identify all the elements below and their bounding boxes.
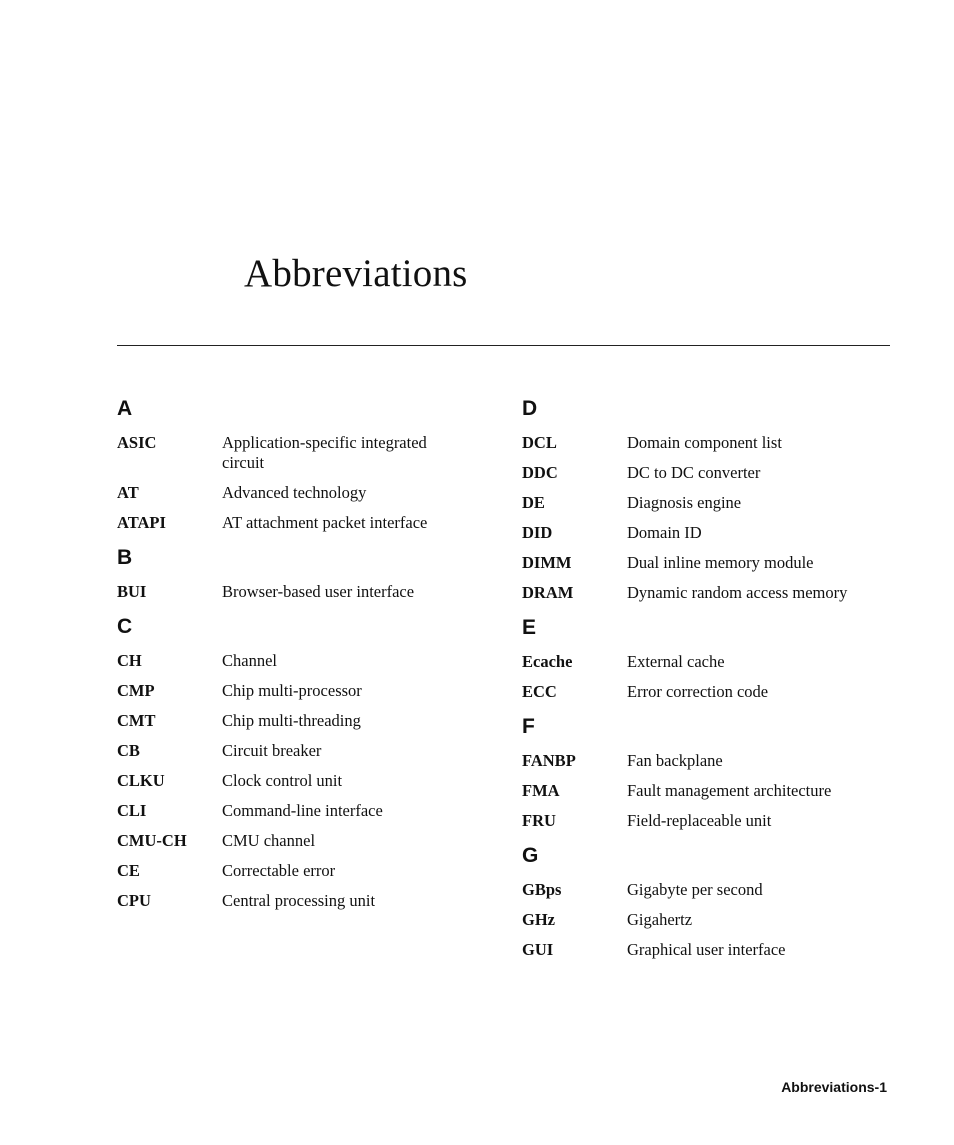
right-column: [522, 397, 882, 973]
abbreviation-definition: Domain component list: [627, 433, 782, 452]
abbreviation-term: FANBP: [522, 751, 576, 770]
section-g: [522, 844, 882, 960]
abbreviation-entry: [117, 582, 477, 602]
abbreviation-term: Ecache: [522, 652, 573, 671]
abbreviation-definition: Chip multi-threading: [222, 711, 361, 730]
abbreviation-term: BUI: [117, 582, 147, 601]
abbreviation-definition: Gigahertz: [627, 910, 693, 929]
abbreviation-definition: Fault management architecture: [627, 781, 832, 800]
abbreviation-entry: [522, 880, 882, 900]
abbreviation-definition: DC to DC converter: [627, 463, 761, 482]
abbreviation-entry: [117, 861, 477, 881]
abbreviation-entry: [117, 483, 477, 503]
section-letter: E: [522, 616, 537, 639]
abbreviation-term: DCL: [522, 433, 557, 452]
abbreviation-entry: [522, 940, 882, 960]
abbreviation-definition: Central processing unit: [222, 891, 376, 910]
section-letter: D: [522, 397, 538, 420]
abbreviation-term: GHz: [522, 910, 555, 929]
abbreviation-definition: Gigabyte per second: [627, 880, 763, 899]
abbreviation-entry: [522, 463, 882, 483]
abbreviation-entry: [117, 681, 477, 701]
abbreviation-entry: [522, 811, 882, 831]
abbreviation-entry: [117, 513, 477, 533]
section-letter: F: [522, 715, 535, 738]
abbreviation-entry: [522, 781, 882, 801]
abbreviation-term: ECC: [522, 682, 557, 701]
abbreviation-entry: [117, 891, 477, 911]
abbreviation-entry: [117, 433, 477, 473]
page-title: Abbreviations: [244, 252, 468, 295]
abbreviation-definition: Chip multi-processor: [222, 681, 362, 700]
abbreviation-term: DDC: [522, 463, 558, 482]
abbreviation-entry: [522, 682, 882, 702]
abbreviation-term: CE: [117, 861, 140, 880]
abbreviation-term: CMU-CH: [117, 831, 187, 850]
abbreviation-definition: External cache: [627, 652, 725, 671]
abbreviation-term: CH: [117, 651, 142, 670]
abbreviation-term: CB: [117, 741, 140, 760]
section-c: [117, 615, 477, 911]
abbreviation-entry: [522, 493, 882, 513]
abbreviation-definition: Error correction code: [627, 682, 769, 701]
abbreviation-definition: Fan backplane: [627, 751, 723, 770]
section-letter: C: [117, 615, 133, 638]
abbreviation-term: DRAM: [522, 583, 574, 602]
section-a: [117, 397, 477, 533]
section-e: [522, 616, 882, 702]
abbreviation-definition: Circuit breaker: [222, 741, 322, 760]
abbreviation-term: GBps: [522, 880, 562, 899]
abbreviation-entry: [117, 741, 477, 761]
section-letter: B: [117, 546, 133, 569]
abbreviation-definition: Browser-based user interface: [222, 582, 415, 601]
page-footer: Abbreviations-1: [781, 1079, 887, 1095]
abbreviation-entry: [522, 433, 882, 453]
abbreviation-term: ATAPI: [117, 513, 166, 532]
abbreviation-definition: Command-line interface: [222, 801, 383, 820]
abbreviation-term: AT: [117, 483, 139, 502]
abbreviation-entry: [522, 553, 882, 573]
abbreviation-term: FRU: [522, 811, 556, 830]
left-column: [117, 397, 477, 924]
section-letter: A: [117, 397, 133, 420]
abbreviation-term: CMP: [117, 681, 155, 700]
abbreviation-term: FMA: [522, 781, 560, 800]
abbreviation-term: CPU: [117, 891, 151, 910]
abbreviation-entry: [522, 910, 882, 930]
abbreviation-entry: [522, 652, 882, 672]
abbreviation-definition: Dual inline memory module: [627, 553, 814, 572]
abbreviation-entry: [117, 831, 477, 851]
abbreviation-term: CLKU: [117, 771, 165, 790]
abbreviation-definition: CMU channel: [222, 831, 316, 850]
abbreviation-entry: [117, 801, 477, 821]
abbreviation-term: ASIC: [117, 433, 157, 452]
abbreviation-term: DE: [522, 493, 545, 512]
abbreviation-definition: Domain ID: [627, 523, 702, 542]
abbreviation-definition: Diagnosis engine: [627, 493, 742, 512]
abbreviation-definition: Channel: [222, 651, 277, 670]
abbreviation-entry: [117, 771, 477, 791]
abbreviation-term: GUI: [522, 940, 554, 959]
abbreviation-definition: Clock control unit: [222, 771, 343, 790]
abbreviation-definition: AT attachment packet interface: [222, 513, 428, 532]
abbreviation-entry: [522, 583, 882, 603]
section-b: [117, 546, 477, 602]
abbreviation-definition: Application-specific integrated circuit: [222, 433, 427, 472]
title-rule: [117, 345, 890, 346]
abbreviation-term: DIMM: [522, 553, 572, 572]
abbreviation-definition: Graphical user interface: [627, 940, 786, 959]
abbreviation-definition: Field-replaceable unit: [627, 811, 772, 830]
abbreviation-term: DID: [522, 523, 553, 542]
abbreviation-entry: [117, 711, 477, 731]
section-d: [522, 397, 882, 603]
abbreviation-entry: [522, 523, 882, 543]
abbreviation-term: CMT: [117, 711, 156, 730]
abbreviation-definition: Dynamic random access memory: [627, 583, 848, 602]
abbreviation-definition: Correctable error: [222, 861, 336, 880]
section-letter: G: [522, 844, 539, 867]
abbreviation-entry: [522, 751, 882, 771]
section-f: [522, 715, 882, 831]
abbreviation-entry: [117, 651, 477, 671]
abbreviation-definition: Advanced technology: [222, 483, 367, 502]
abbreviation-term: CLI: [117, 801, 147, 820]
